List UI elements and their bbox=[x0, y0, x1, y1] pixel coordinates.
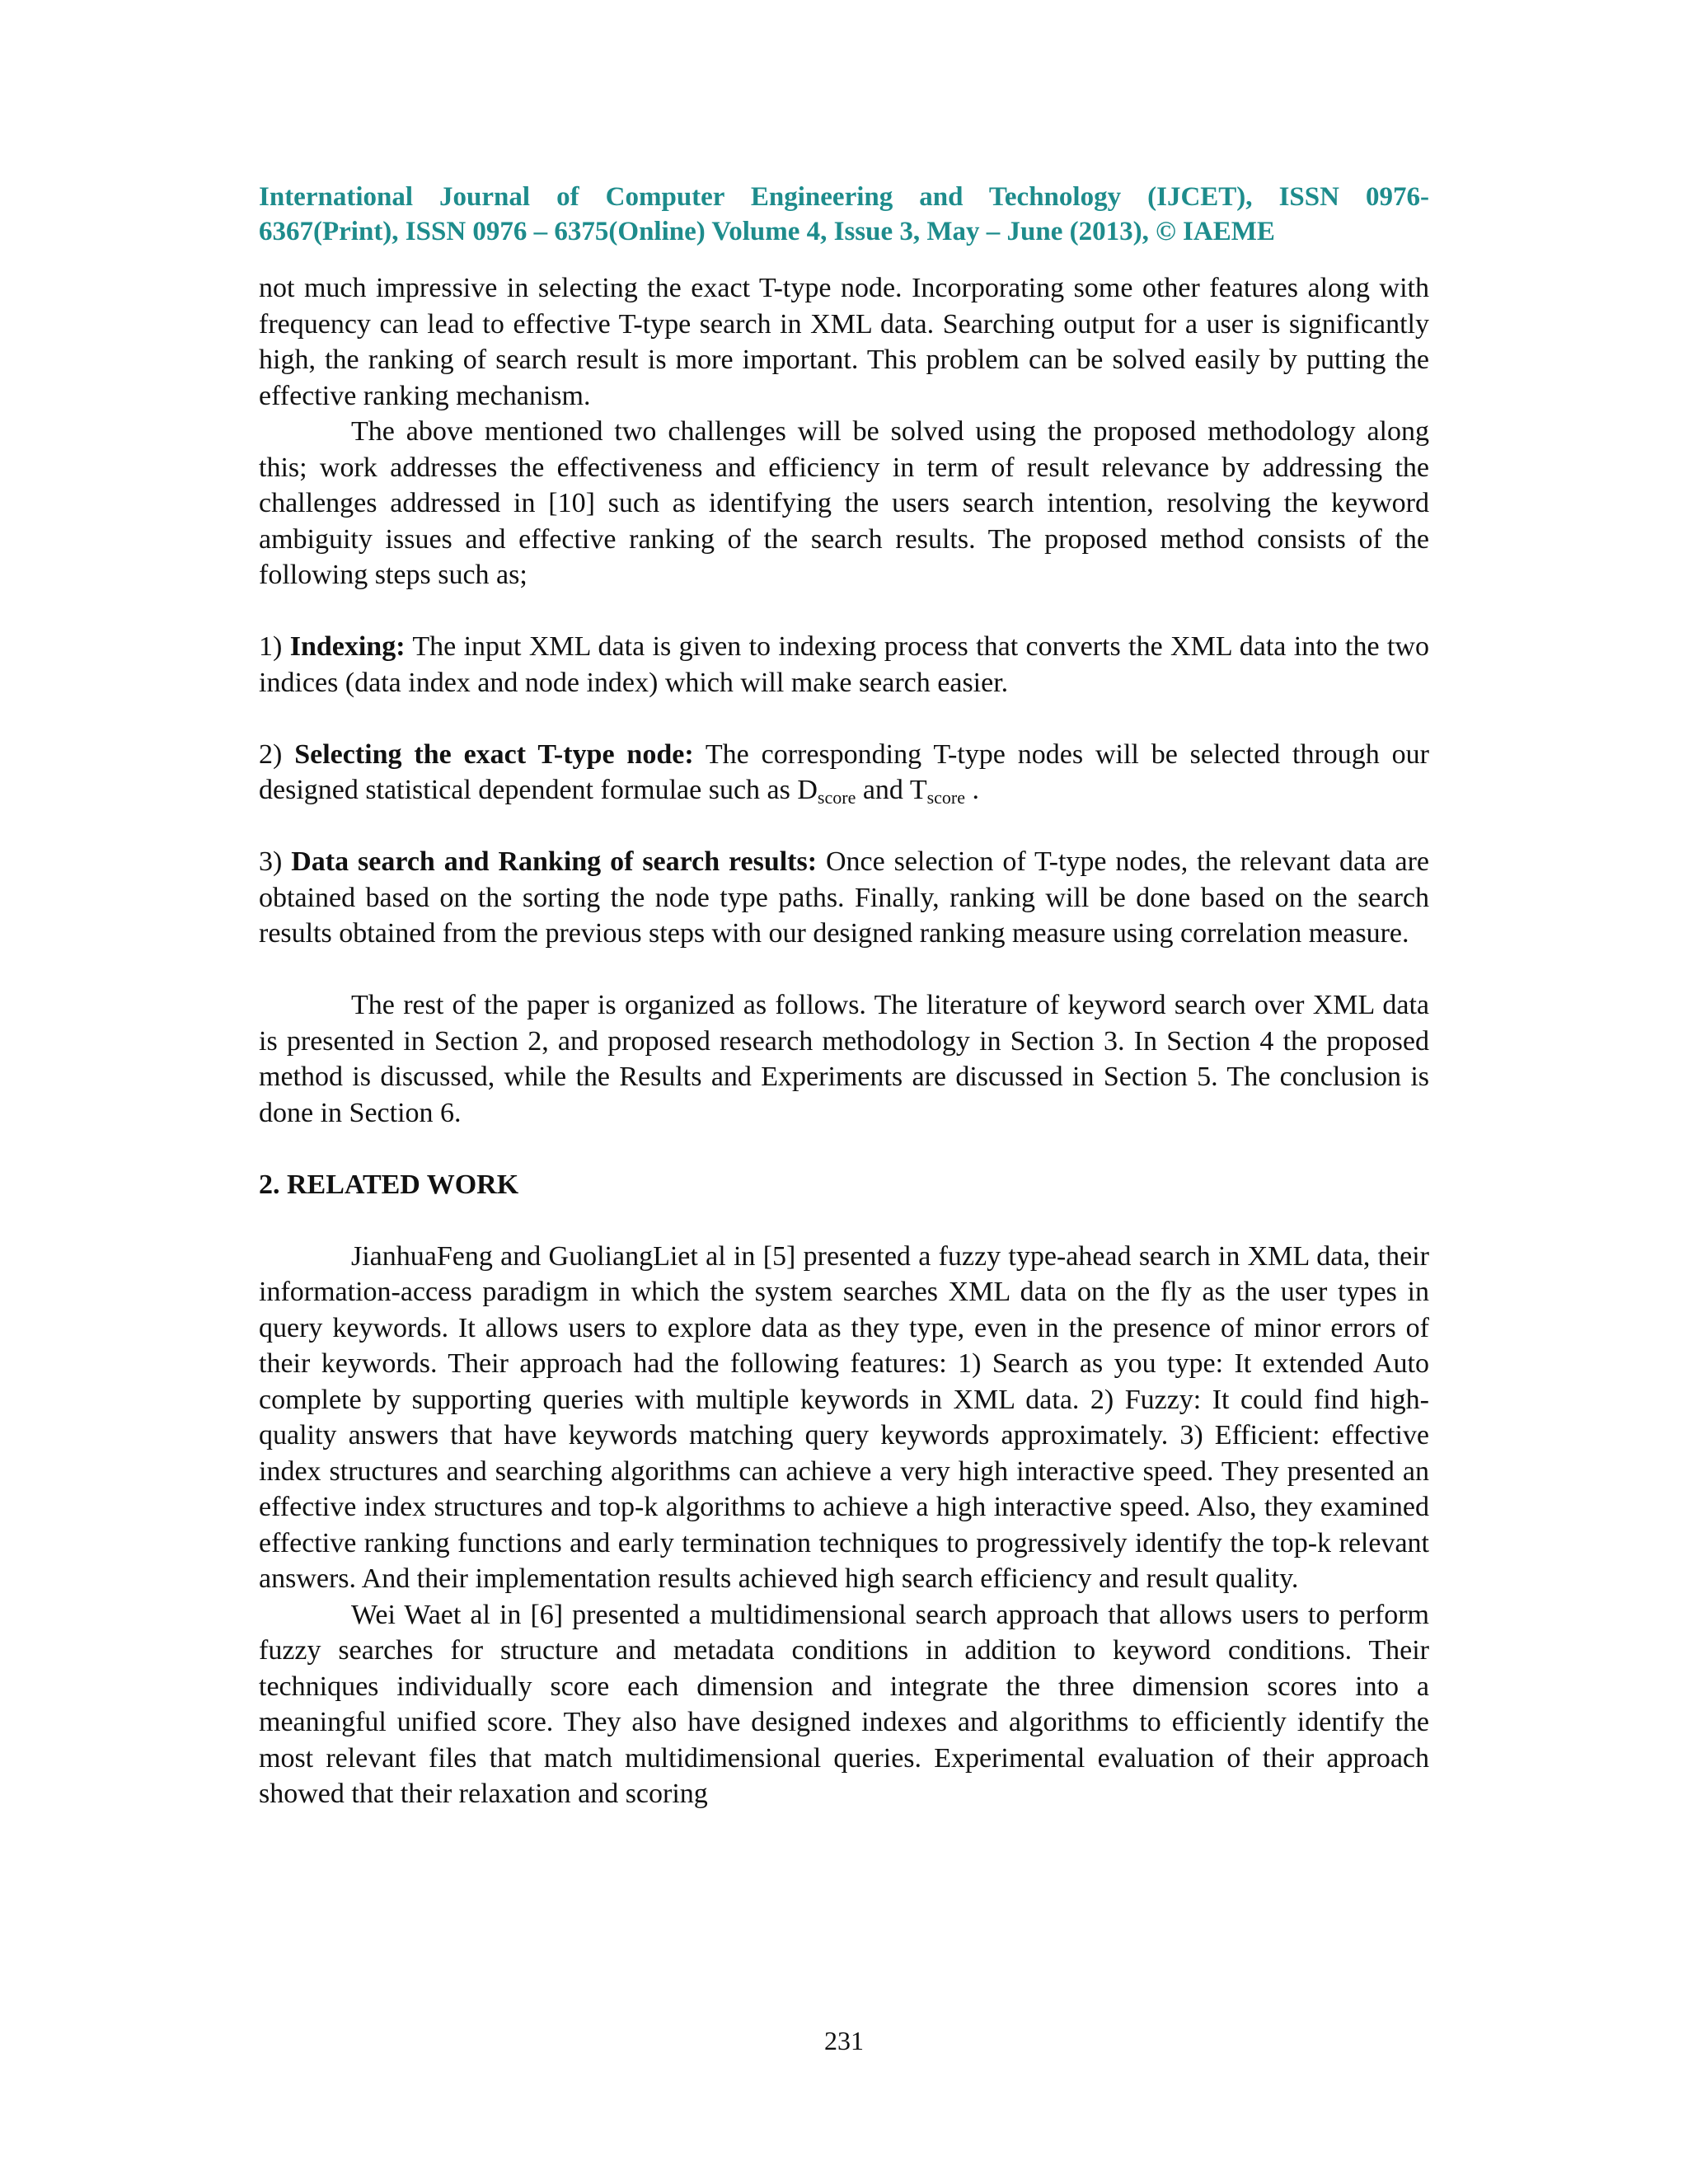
intro-paragraph-2: The above mentioned two challenges will be solved using the proposed methodology along this; work addresses the effectiveness and efficiency in term of result relevance by addressing the challenges addressed in [10] such as identifying the users search intention, resolving the keyword ambiguity issues and effective ranking of the search results. The proposed method consists of the following steps such as; bbox=[259, 416, 1429, 590]
step-2 bbox=[259, 737, 1429, 808]
step-3 bbox=[259, 844, 1429, 952]
section-heading-related-work: 2. RELATED WORK bbox=[259, 1169, 519, 1200]
step-3-text: Once selection of T-type nodes, the relevant data are obtained based on the sorting the node type paths. Finally, ranking will be done based on the search results obtained from the previous steps with our designed ranking measure using correlation measure. bbox=[259, 846, 1429, 949]
step-1-text: The input XML data is given to indexing process that converts the XML data into the two indices (data index and node index) which will make search easier. bbox=[259, 631, 1429, 698]
step-2-title: Selecting the exact T-type node: bbox=[294, 738, 694, 770]
step-2-number: 2) bbox=[259, 738, 295, 770]
related-work-paragraph-1: JianhuaFeng and GuoliangLiet al in [5] presented a fuzzy type-ahead search in XML data, their information-access paradigm in which the system searches XML data on the fly as the user types in query keywords. It allows users to explore data as they type, even in the presence of minor errors of their keywords. Their approach had the following features: 1) Search as you type: It extended Auto complete by supporting queries with multiple keywords in XML data. 2) Fuzzy: It could find high-quality answers that have keywords matching query keywords approximately. 3) Efficient: effective index structures and searching algorithms can achieve a very high interactive speed. They presented an effective index structures and top-k algorithms to achieve a high interactive speed. Also, they examined effective ranking functions and early termination techniques to progressively identify the top-k relevant answers. And their implementation results achieved high search efficiency and result quality. bbox=[259, 1240, 1429, 1594]
step-1-number: 1) bbox=[259, 631, 290, 662]
step-1-title: Indexing: bbox=[289, 631, 406, 662]
step-2-text-after: . bbox=[965, 775, 980, 805]
step-1 bbox=[259, 629, 1429, 701]
journal-header-line-2: 6367(Print), ISSN 0976 – 6375(Online) Volume 4, Issue 3, May – June (2013), © IAEME bbox=[259, 217, 1275, 246]
t-score-subscript: score bbox=[926, 787, 966, 808]
d-score-subscript: score bbox=[817, 787, 856, 808]
step-3-title: Data search and Ranking of search results: bbox=[291, 846, 818, 877]
step-2-text-before: The corresponding T-type nodes will be selected through our designed statistical dependent formulae such as D bbox=[259, 738, 1430, 805]
related-work-paragraph-2: Wei Waet al in [6] presented a multidimensional search approach that allows users to perform fuzzy searches for structure and metadata conditions in addition to keyword conditions. Their techniques individually score each dimension and integrate the three dimension scores into a meaningful unified score. They also have designed indexes and algorithms to efficiently identify the most relevant files that match multidimensional queries. Experimental evaluation of their approach showed that their relaxation and scoring bbox=[259, 1599, 1429, 1809]
journal-header-line-1: International Journal of Computer Engineering and Technology (IJCET), ISSN 0976- bbox=[259, 182, 1429, 212]
step-2-text-mid: and T bbox=[856, 775, 927, 805]
step-3-number: 3) bbox=[259, 846, 292, 877]
journal-header bbox=[259, 180, 1429, 249]
organization-paragraph: The rest of the paper is organized as follows. The literature of keyword search over XML data is presented in Section 2, and proposed research methodology in Section 3. In Section 4 the proposed method is discussed, while the Results and Experiments are discussed in Section 5. The conclusion is done in Section 6. bbox=[259, 990, 1429, 1128]
paper-page bbox=[259, 180, 1429, 1812]
page-number: 231 bbox=[824, 2026, 864, 2055]
intro-paragraph-1: not much impressive in selecting the exact T-type node. Incorporating some other features along with frequency can lead to effective T-type search in XML data. Searching output for a user is significantly high, the ranking of search result is more important. This problem can be solved easily by putting the effective ranking mechanism. bbox=[259, 273, 1429, 411]
